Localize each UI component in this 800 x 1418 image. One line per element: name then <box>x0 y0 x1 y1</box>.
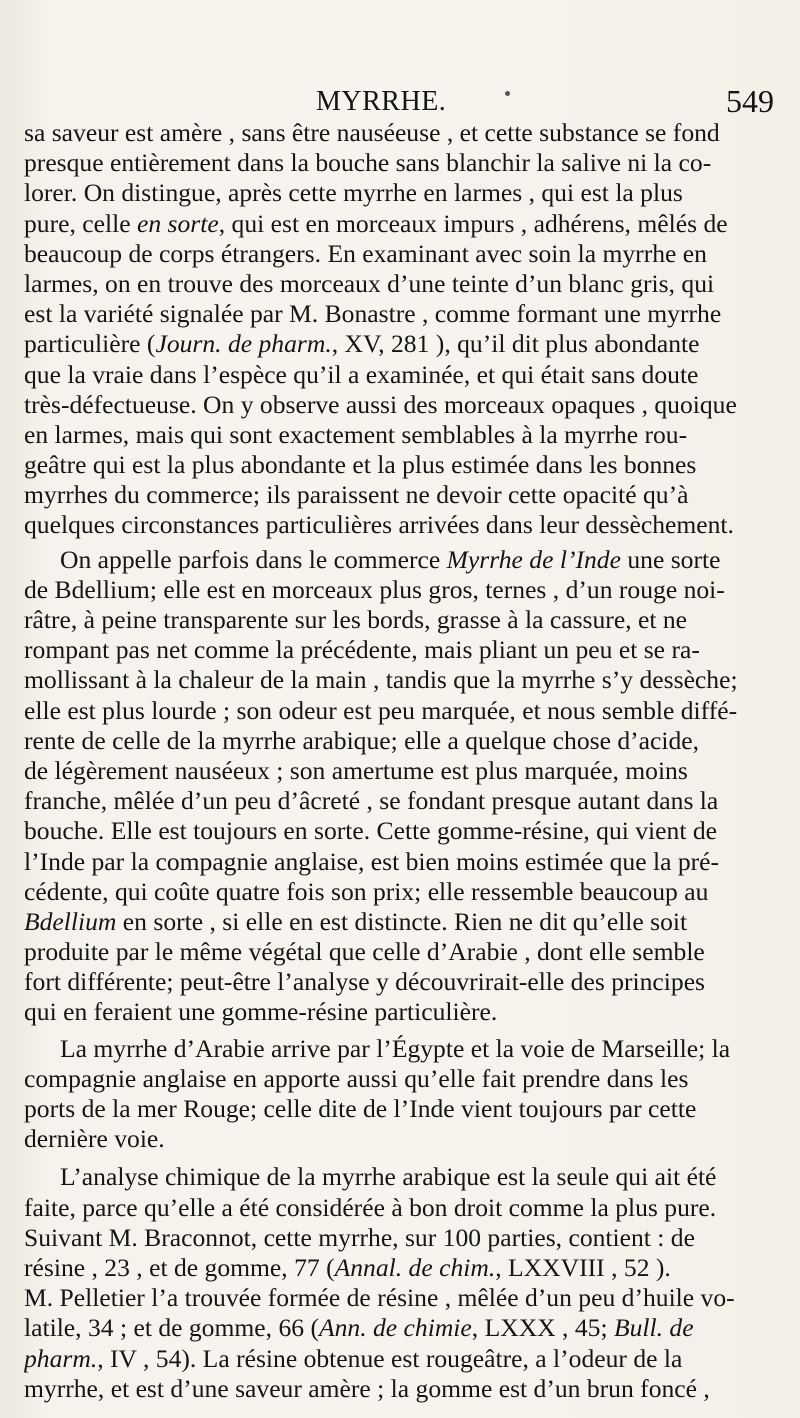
text-line <box>24 209 784 239</box>
text-line <box>24 1064 784 1094</box>
text-line <box>24 1313 784 1343</box>
italic-text: Bull. de <box>613 1313 694 1343</box>
text-segment: compagnie anglaise en apporte aussi qu’elle fait prendre dans les <box>24 1063 689 1093</box>
text-segment: , XV, 281 ), qu’il dit plus abondante <box>331 329 700 359</box>
page-title: MYRRHE. <box>316 86 447 117</box>
text-line <box>24 545 784 575</box>
italic-text: Myrrhe de l’Inde <box>446 544 621 574</box>
text-segment: elle est plus lourde ; son odeur est peu marquée, et nous semble diffé- <box>24 695 738 725</box>
text-line <box>24 786 784 816</box>
text-segment: ports de la mer Rouge; celle dite de l’Inde vient toujours par cette <box>24 1094 697 1123</box>
text-line <box>24 450 784 480</box>
text-segment: cédente, qui coûte quatre fois son prix; elle ressemble beaucoup au <box>24 876 709 906</box>
text-line <box>24 1253 784 1283</box>
text-line <box>24 816 784 846</box>
text-line <box>24 756 784 786</box>
text-line <box>24 877 784 907</box>
paragraph <box>24 545 784 1028</box>
italic-text: Bdellium <box>24 906 117 936</box>
text-line <box>24 1193 784 1223</box>
text-line <box>24 1374 784 1404</box>
text-line <box>24 329 784 359</box>
text-segment: très-défectueuse. On y observe aussi des morceaux opaques , quoique <box>24 389 737 419</box>
text-segment: M. Pelletier l’a trouvée formée de résine , mêlée d’un peu d’huile vo- <box>24 1283 735 1313</box>
text-line <box>24 239 784 269</box>
text-line <box>24 148 784 178</box>
text-segment: franche, mêlée d’un peu d’âcreté , se fondant presque autant dans la <box>24 786 719 816</box>
text-segment: faite, parce qu’elle a été considérée à bon droit comme la plus pure. <box>24 1192 717 1222</box>
text-segment: myrrhes du commerce; ils paraissent ne devoir cette opacité qu’à <box>24 480 689 510</box>
text-segment: pure, celle <box>24 208 137 238</box>
text-line <box>24 1162 784 1192</box>
text-line <box>24 1124 784 1154</box>
text-segment: une sorte <box>620 544 721 574</box>
text-segment: La myrrhe d’Arabie arrive par l’Égypte et la voie de Marseille; la <box>60 1033 731 1063</box>
text-segment: On appelle parfois dans le commerce <box>60 544 447 574</box>
text-segment: , LXXVIII , 52 ). <box>495 1252 671 1282</box>
text-segment: produite par le même végétal que celle d’Arabie , dont elle semble <box>24 937 705 967</box>
text-line <box>24 178 784 208</box>
italic-text: Ann. de chimie <box>318 1313 472 1343</box>
text-line <box>24 269 784 299</box>
text-segment: myrrhe, et est d’une saveur amère ; la gomme est d’un brun foncé , <box>24 1373 710 1403</box>
text-line <box>24 1223 784 1253</box>
italic-text: en sorte <box>136 208 219 238</box>
text-segment: beaucoup de corps étrangers. En examinant avec soin la myrrhe en <box>24 238 707 268</box>
text-segment: , LXXX , 45; <box>471 1313 614 1343</box>
text-line <box>24 605 784 635</box>
text-segment: , IV , 54). La résine obtenue est rougeâtre, a l’odeur de la <box>97 1343 683 1373</box>
text-line <box>24 937 784 967</box>
text-line <box>24 967 784 997</box>
text-line <box>24 726 784 756</box>
text-line <box>24 1094 784 1124</box>
text-line <box>24 118 784 148</box>
paragraph <box>24 1162 784 1404</box>
text-segment: rente de celle de la myrrhe arabique; elle a quelque chose d’acide, <box>24 725 700 755</box>
text-segment: lorer. On distingue, après cette myrrhe en larmes , qui est la plus <box>24 178 683 208</box>
text-segment: râtre, à peine transparente sur les bords, grasse à la cassure, et ne <box>24 605 688 634</box>
text-line <box>24 299 784 329</box>
text-line <box>24 510 784 540</box>
text-segment: L’analyse chimique de la myrrhe arabique est la seule qui ait été <box>60 1162 717 1192</box>
italic-text: Journ. de pharm. <box>155 329 332 359</box>
text-segment: mollissant à la chaleur de la main , tandis que la myrrhe s’y dessèche; <box>24 665 738 695</box>
text-segment: l’Inde par la compagnie anglaise, est bien moins estimée que la pré- <box>24 846 720 876</box>
text-segment: geâtre qui est la plus abondante et la plus estimée dans les bonnes <box>24 450 697 480</box>
text-line <box>24 390 784 420</box>
text-segment: en larmes, mais qui sont exactement semblables à la myrrhe rou- <box>24 419 688 449</box>
text-segment: qui en feraient une gomme-résine particulière. <box>24 997 498 1027</box>
text-segment: sa saveur est amère , sans être nauséeuse , et cette substance se fond <box>24 118 720 147</box>
text-segment: , qui est en morceaux impurs , adhérens, mêlés de <box>218 208 728 238</box>
body-text <box>24 118 784 1404</box>
italic-text: Annal. de chim. <box>334 1252 496 1282</box>
text-segment: Suivant M. Braconnot, cette myrrhe, sur 100 parties, contient : de <box>24 1222 695 1252</box>
text-segment: fort différente; peut-être l’analyse y découvrirait-elle des principes <box>24 967 706 997</box>
text-segment: en sorte , si elle en est distincte. Rien ne dit qu’elle soit <box>116 906 688 936</box>
text-segment: presque entièrement dans la bouche sans blanchir la salive ni la co- <box>24 148 712 178</box>
text-segment: de Bdellium; elle est en morceaux plus gros, ternes , d’un rouge noi- <box>24 574 725 604</box>
text-segment: que la vraie dans l’espèce qu’il a examinée, et qui était sans doute <box>24 359 699 389</box>
text-line <box>24 696 784 726</box>
ink-mark-icon <box>505 91 510 96</box>
text-line <box>24 360 784 390</box>
text-line <box>24 575 784 605</box>
text-segment: de légèrement nauséeux ; son amertume est plus marquée, moins <box>24 755 688 785</box>
text-segment: larmes, on en trouve des morceaux d’une teinte d’un blanc gris, qui <box>24 268 715 298</box>
text-line <box>24 480 784 510</box>
text-segment: dernière voie. <box>24 1124 165 1154</box>
text-line <box>24 420 784 450</box>
text-segment: quelques circonstances particulières arrivées dans leur dessèchement. <box>24 510 734 540</box>
page-number: 549 <box>726 83 774 119</box>
text-line <box>24 1283 784 1313</box>
text-line <box>24 1344 784 1374</box>
text-segment: rompant pas net comme la précédente, mais pliant un peu et se ra- <box>24 635 700 665</box>
text-segment: est la variété signalée par M. Bonastre , comme formant une myrrhe <box>24 299 722 329</box>
text-line <box>24 997 784 1027</box>
text-segment: bouche. Elle est toujours en sorte. Cette gomme-résine, qui vient de <box>24 816 717 846</box>
text-line <box>24 1034 784 1064</box>
text-segment: latile, 34 ; et de gomme, 66 ( <box>24 1313 319 1343</box>
text-line <box>24 847 784 877</box>
text-segment: particulière ( <box>24 329 156 359</box>
italic-text: pharm. <box>24 1343 98 1373</box>
text-segment: résine , 23 , et de gomme, 77 ( <box>24 1252 335 1282</box>
text-line <box>24 907 784 937</box>
text-line <box>24 635 784 665</box>
paragraph <box>24 1034 784 1155</box>
text-line <box>24 665 784 695</box>
paragraph <box>24 118 784 541</box>
